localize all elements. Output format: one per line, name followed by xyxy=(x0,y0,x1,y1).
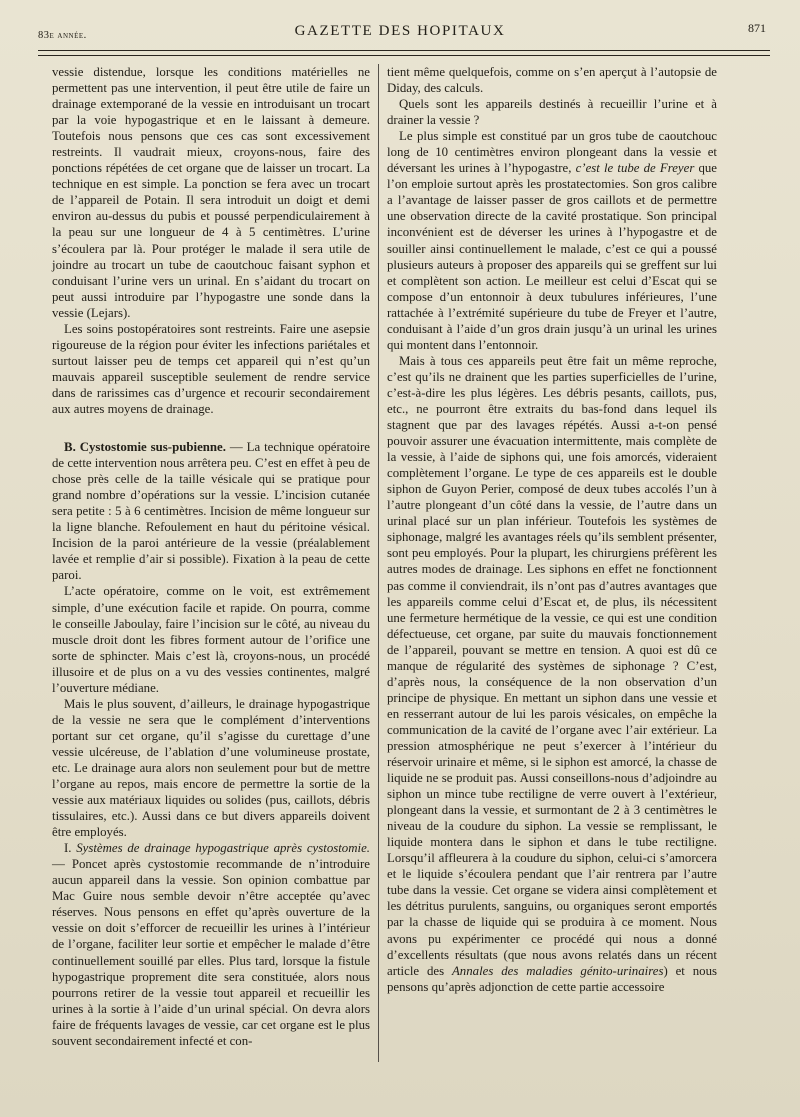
paragraph: tient même quelquefois, comme on s’en aperçut à l’autopsie de Diday, des calculs. xyxy=(387,65,717,96)
paragraph: L’acte opératoire, comme on le voit, est extrêmement simple, d’une exécution facile et rapide. On pourra, comme le conseille Jaboulay, faire l’incision sur le côté, au niveau du muscle droit dont les fibres forment autour de l’orifice une sorte de sphincter. Mais c’est là, croyons-nous, un procédé illusoire et de plus on a vu des vessies continentes, malgré l’ouverture médiane. xyxy=(52,584,370,695)
page-header xyxy=(20,18,780,48)
issue-label: 83e année. xyxy=(38,30,87,41)
paragraph-text: Le plus simple est constitué par un gros tube de caoutchouc long de 10 centimètres environ plongeant dans la vessie et déversant les urines à l’hypogastre, xyxy=(387,129,717,176)
paragraph: vessie distendue, lorsque les conditions matérielles ne permettent pas une intervention, il peut être utile de faire un drainage extemporané de la vessie en introduisant un trocart par la voie hypogastrique et en le laissant à demeure. Toutefois nous pensons que ces cas sont excessivement restreints. Il vaudrait mieux, croyons-nous, faire des ponctions répétées de cet organe que de laisser un trocart. La technique en est simple. La ponction se fera avec un trocart de l’appareil de Potain. Il sera introduit un doigt et demi environ au-dessus du pubis et poussé perpendiculairement à la peau sur une longueur de 4 à 5 centimètres. L’urine s’écoulera par là. Pour protéger le malade il sera utile de joindre au trocart un tube de caoutchouc faisant syphon et conduisant l’urine vers un urinal. En s’aidant du trocart on peut aussi introduire par l’hypogastre une sonde dans la vessie (Lejars). xyxy=(52,65,370,320)
header-rule xyxy=(38,50,770,56)
paragraph-text: — Poncet après cystostomie recommande de n’introduire aucun appareil dans la vessie. Son opinion combattue par Mac Guire nous semble devoir n’être acceptée qu’avec réserves. Nous pensons en effet qu’après ouverture de la vessie on doit s’efforcer de recueillir les urines à l’intérieur de l’organe, faciliter leur sortie et empêcher le malade d’être continuellement souillé par elles. Plus tard, lorsque la fistule hypogastrique proprement dite sera constituée, alors nous pourrons retirer de la vessie tout appareil et recueillir les urines à la sortie à l’aide d’un urinal spécial. On devra alors faire de fréquents lavages de vessie, car cet organe est le plus souvent secondairement infecté et con- xyxy=(52,857,370,1048)
italic-term: c’est le tube de Freyer xyxy=(575,161,695,176)
paragraph xyxy=(387,128,717,353)
paragraph-text: Mais à tous ces appareils peut être fait un même reproche, c’est qu’ils ne drainent que les parties superficielles de l’urine, c’est-à-dire les plus légères. Les débris pesants, caillots, pus, etc., ne pourront être extraits du bas-fond dans lequel ils stagnent que par des lavages répétés. Aussi a-t-on pensé pouvoir assurer une évacuation intermittente, mais complète de la vessie, à l’aide de siphons qui, une fois amorcés, videraient complètement l’organe. Le type de ces appareils est le double siphon de Guyon Perier, composé de deux tubes accolés l’un à l’autre plongeant d’un côté dans la vessie, de l’autre dans un urinal placé sur un plan inférieur. Toutefois les systèmes de siphonage, malgré les avantages réels qu’ils semblent présenter, sont peu employés. Pour la plupart, les chirurgiens préfèrent les autres modes de drainage. Les siphons en effet ne fonctionnent pas comme il conviendrait, ils n’ont pas d’autres avantages que les appareils comme celui d’Escat et, de plus, ils nécessitent une fermeture hermétique de la vessie, ce qui est une condition défectueuse, cet organe, par suite du mauvais fonctionnement de l’appareil, pouvant se mettre en tension. A quoi est dû ce manque de régularité des systèmes de siphonage ? C’est, d’après nous, la conséquence de la non observation d’un principe de physique. En mettant un siphon dans une vessie et en resserrant autour de lui les parois vésicales, on empêche la communication de la cavité de l’organe avec l’air extérieur. La pression atmosphérique ne peut s’exercer à l’intérieur du réservoir urinaire et même, si le siphon est amorcé, la chasse de liquide ne se produit pas. Aussi conseillons-nous d’adjoindre au siphon un mince tube rectiligne de verre ouvert à l’extérieur, plongeant dans la vessie, et surmontant de 2 à 3 centimètres le niveau de la coudure du siphon. La vessie se remplissant, le liquide montera dans le siphon et dans le tube rectiligne. Lorsqu’il affleurera à la coudure du siphon, celui-ci s’amorcera et le liquide s’écoulera pendant que l’air rentrera par l’autre tube dans la vessie. Cet organe se videra ainsi complètement et les détritus purulents, sanguins, ou organiques seront emportés par la chasse de liquide qui se produira à ce moment. Nous avons pu expérimenter ce procédé qui nous a donné d’excellents résultats (que nous avons relatés dans un récent article des xyxy=(387,353,717,978)
right-column xyxy=(387,64,717,995)
journal-title: GAZETTE DES HOPITAUX xyxy=(294,23,506,39)
paragraph: Mais le plus souvent, d’ailleurs, le drainage hypogastrique de la vessie ne sera que le complément d’interventions portant sur cet organe, qu’il s’agisse du curettage d’une vessie ulcéreuse, de l’ablation d’une volumineuse prostate, etc. Le drainage aura alors non seulement pour but de mettre l’organe au repos, mais encore de permettre la sortie de la vessie aux matériaux liquides ou solides (pus, caillots, débris tissulaires, etc.). Aussi dans ce but divers appareils doivent être employés. xyxy=(52,696,370,840)
column-divider xyxy=(378,64,379,1041)
section-heading: B. Cystostomie sus-pubienne. xyxy=(64,440,226,455)
subsection-paragraph xyxy=(52,840,370,1049)
paragraph xyxy=(387,353,717,995)
subsection-number: I. xyxy=(64,841,77,856)
column-divider-lower xyxy=(378,1038,379,1062)
journal-citation: Annales des maladies génito-urinaires xyxy=(451,963,664,978)
paragraph-text: que l’on emploie surtout après les prostatectomies. Son gros calibre a l’avantage de laisser passer de gros caillots et de permettre une observation directe de la cavité prostatique. Son principal inconvénient est de déverser les urines à l’hypogastre et de souiller ainsi continuellement le malade, c’est ce qui a poussé plusieurs auteurs à proposer des appareils qui se greffent sur lui et complètent son action. Le meilleur est celui d’Escat qui se compose d’un entonnoir à deux tubulures inférieures, l’une rattachée à l’extrémité supérieure du tube de Freyer et l’autre, conduisant à l’aide d’un gros drain jusqu’à un urinal les urines qui montent dans l’entonnoir. xyxy=(387,161,717,352)
section-paragraph xyxy=(52,439,370,583)
paragraph: Les soins postopératoires sont restreints. Faire une asepsie rigoureuse de la région pour éviter les infections pariétales et surtout laisser peu de temps cet appareil qui n’est qu’un mauvais appareil susceptible seulement de rendre service dans de rarissimes cas d’urgence et recourir secondairement aux autres moyens de drainage. xyxy=(52,321,370,416)
paragraph-text: ) et nous pensons qu’après adjonction de cette partie accessoire xyxy=(387,963,718,994)
paragraph: Quels sont les appareils destinés à recueillir l’urine et à drainer la vessie ? xyxy=(387,97,717,128)
left-column xyxy=(52,64,370,1049)
page-number: 871 xyxy=(748,21,766,35)
paragraph-text: — La technique opératoire de cette intervention nous arrêtera peu. C’est en effet à peu de chose près celle de la taille vésicale qui se pratique pour grand nombre d’opérations sur la vessie. L’incision cutanée sera petite : 5 à 6 centimètres. Incision de même longueur sur la ligne blanche. Refoulement en haut du péritoine vésical. Incision de la paroi antérieure de la vessie (préalablement lavée et remplie d’air si possible). Fixation à la peau de cette paroi. xyxy=(52,440,371,583)
subsection-heading: Systèmes de drainage hypogastrique après cystostomie. xyxy=(76,841,370,856)
